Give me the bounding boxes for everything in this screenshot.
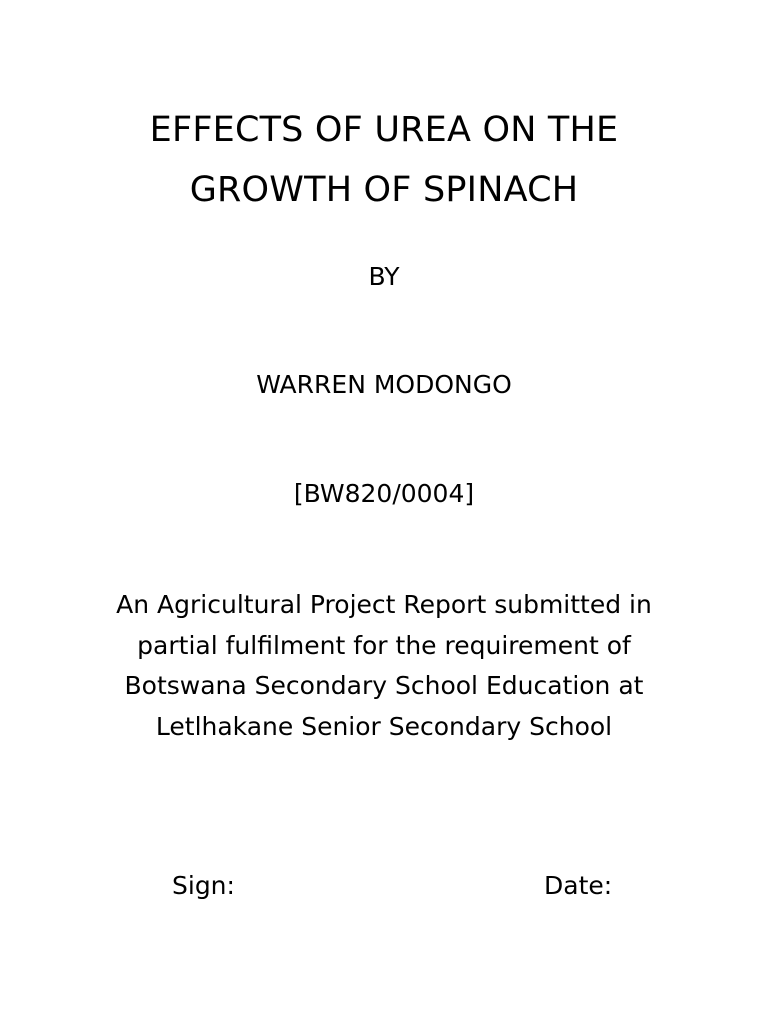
description-line-1: An Agricultural Project Report submitted in	[116, 590, 652, 619]
report-title	[0, 100, 768, 220]
student-id: [BW820/0004]	[293, 479, 475, 508]
report-title-line-1: EFFECTS OF UREA ON THE	[149, 110, 619, 150]
description-line-4: Letlhakane Senior Secondary School	[155, 711, 613, 741]
author-name: WARREN MODONGO	[256, 370, 512, 399]
report-description	[0, 585, 768, 747]
sign-label: Sign:	[172, 871, 235, 900]
report-title-line-2: GROWTH OF SPINACH	[189, 170, 579, 210]
date-label: Date:	[544, 871, 613, 900]
description-line-3: Botswana Secondary School Education at	[124, 671, 644, 700]
description-line-2: partial fulfilment for the requirement of	[137, 630, 631, 660]
by-label: BY	[368, 262, 400, 291]
